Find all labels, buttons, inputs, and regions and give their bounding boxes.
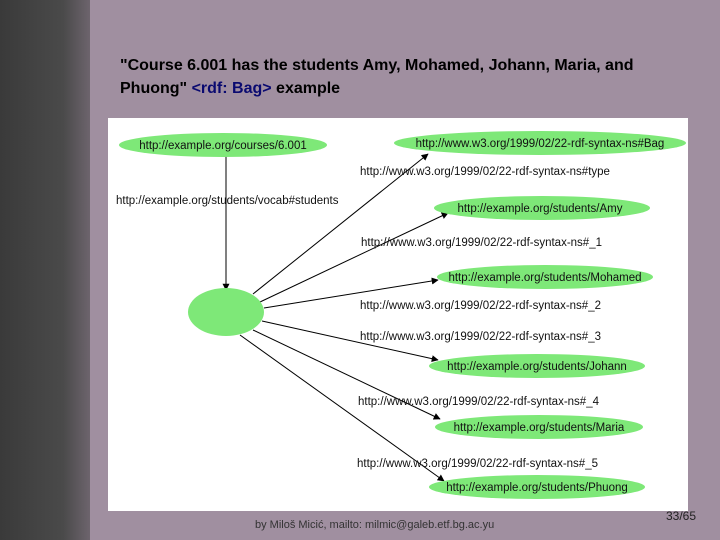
edge-label-member-1: http://www.w3.org/1999/02/22-rdf-syntax-ns#_1 — [361, 237, 602, 249]
edge-line-member-1 — [260, 213, 448, 302]
title-rdf-bag-tag: <rdf: Bag> — [191, 80, 272, 97]
node-course-label: http://example.org/courses/6.001 — [139, 140, 307, 152]
page-number: 33/65 — [666, 509, 697, 523]
edge-label-type: http://www.w3.org/1999/02/22-rdf-syntax-ns#type — [360, 166, 610, 178]
node-mohamed — [437, 265, 653, 289]
node-maria — [435, 415, 643, 439]
node-bag-label: http://www.w3.org/1999/02/22-rdf-syntax-ns#Bag — [415, 138, 665, 150]
node-mohamed-label: http://example.org/students/Mohamed — [448, 272, 642, 284]
edge-label-member-4: http://www.w3.org/1999/02/22-rdf-syntax-ns#_4 — [358, 396, 599, 408]
edge-label-member-5: http://www.w3.org/1999/02/22-rdf-syntax-ns#_5 — [357, 458, 598, 470]
node-maria-label: http://example.org/students/Maria — [453, 422, 625, 434]
slide-footer: by Miloš Micić, mailto: milmic@galeb.etf.bg.ac.yu — [255, 519, 495, 531]
slide-title — [120, 54, 700, 100]
node-phuong-label: http://example.org/students/Phuong — [446, 482, 628, 494]
left-decor-bar — [0, 0, 90, 540]
node-amy — [434, 196, 650, 220]
edge-label-member-3: http://www.w3.org/1999/02/22-rdf-syntax-ns#_3 — [360, 331, 601, 343]
rdf-graph-diagram — [108, 118, 688, 511]
node-blank-ellipse — [188, 288, 264, 336]
node-johann-label: http://example.org/students/Johann — [447, 361, 627, 373]
edge-label-member-2: http://www.w3.org/1999/02/22-rdf-syntax-ns#_2 — [360, 300, 601, 312]
node-blank-bag — [188, 288, 264, 336]
title-suffix: example — [271, 80, 341, 97]
rdf-graph-svg — [108, 118, 688, 511]
node-johann — [429, 354, 645, 378]
node-bag — [394, 131, 686, 155]
node-phuong — [429, 475, 645, 499]
edge-label-students: http://example.org/students/vocab#students — [116, 195, 339, 207]
node-course — [119, 133, 327, 157]
node-amy-label: http://example.org/students/Amy — [457, 203, 623, 215]
title-text: "Course 6.001 has the students Amy, Mohamed, Johann, Maria, and Phuong" — [120, 57, 634, 97]
